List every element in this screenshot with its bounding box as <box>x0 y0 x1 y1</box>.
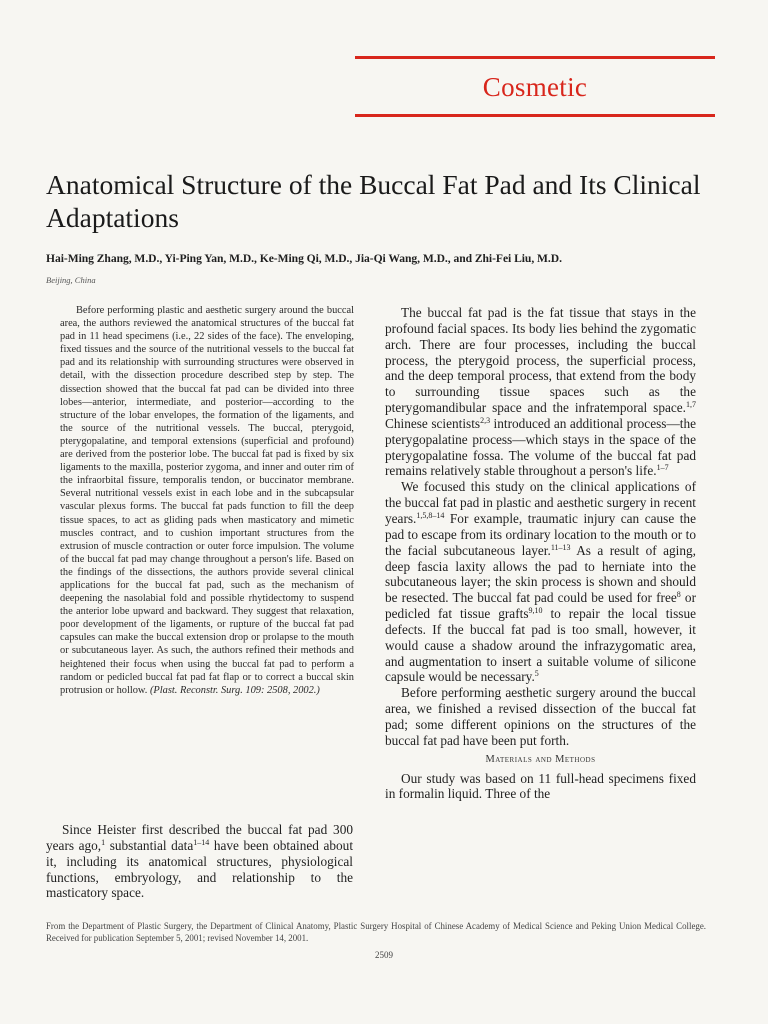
section-rule-bottom <box>355 114 715 117</box>
section-label: Cosmetic <box>482 72 588 102</box>
article-title: Anatomical Structure of the Buccal Fat Pad and Its Clinical Adaptations <box>46 169 701 233</box>
intro-paragraph-2: We focused this study on the clinical applications of the buccal fat pad in plastic and aesthetic surgery in recent years.$^{1,5,8-14}$ For example, traumatic injury can cause the pad to escape from its ordinary location to the mouth or to the facial subcutaneous layer.$^{11-13}$ As a result of aging, deep fascia laxity allows the pad to herniate into the subcutaneous layer; the skin process is shown and should be resected. The buccal fat pad could be used for free$^8$ or pedicled fat tissue grafts$^{9,10}$ to repair the local tissue defects. If the buccal fat pad is too small, however, it would cause a shadow around the infrazygomatic area, and augmentation to insert a suitable volume of silicone capsule would be necessary.$^5$ <box>385 479 696 685</box>
abstract <box>60 304 354 697</box>
author-location: Beijing, China <box>46 275 96 285</box>
section-rule-top <box>355 56 715 59</box>
abstract-text: Before performing plastic and aesthetic surgery around the buccal area, the authors reviewed the anatomical structures of the buccal fat pad in 11 head specimens (i.e., 22 sides of the face). The enveloping, fixed tissues and the source of the nutritional vessels to the buccal fat pad and its relationship with surrounding structures were observed in detail, with the dissection procedure described step by step. The dissection showed that the buccal fat pad can be divided into three lobes—anterior, intermediate, and posterior—according to the structure of the lobar envelopes, the formation of the ligaments, and the source of the nutritional vessels. The buccal, pterygoid, pterygopalatine, and temporal extensions (superficial and profound) are derived from the posterior lobe. The buccal fat pad is fixed by six ligaments to the maxilla, posterior zygoma, and inner and outer rim of the infraorbital fissure, temporalis tendon, or buccinator membrane. Several nutritional vessels exist in each lobe and in the subcapsular vascular plexus forms. The buccal fat pads function to fill the deep tissue spaces, to act as gliding pads when masticatory and mimetic muscles contract, and to cushion important structures from the extrusion of muscle contraction or outer force impulsion. The volume of the buccal fat pad may change throughout a person's life. Based on the findings of the dissections, the authors provide several clinical applications for the buccal fat pad, such as the mechanism of deepening the nasolabial fold and possible rhytidectomy to suspend the anterior lobe upward and backward. They suggest that relaxation, poor development of the ligaments, or rupture of the buccal fat pad capsules can make the buccal extension drop or prolapse to the mouth or subcutaneous layer. As such, the authors refined their methods and heightened their focus when using the buccal fat pad to perform a random or pedicled buccal fat pad fat flap or to correct a buccal skin protrusion or hollow. <box>60 305 354 696</box>
right-column <box>385 305 696 802</box>
intro-paragraph-left: Since Heister first described the buccal fat pad 300 years ago,$^1$ substantial data$^{1-14}$ have been obtained about it, including its anatomical structures, physiological functions, embryology, and relationship to the masticatory space. <box>46 822 354 901</box>
affiliation-footnote: From the Department of Plastic Surgery, the Department of Clinical Anatomy, Plastic Surgery Hospital of Chinese Academy of Medical Science and Peking Union Medical College. Received for publication September 5, 2001; revised November 14, 2001. <box>46 921 706 943</box>
methods-paragraph-1: Our study was based on 11 full-head specimens fixed in formalin liquid. Three of the <box>385 770 696 802</box>
abstract-citation: (Plast. Reconstr. Surg. 109: 2508, 2002.) <box>149 684 320 696</box>
author-list: Hai-Ming Zhang, M.D., Yi-Ping Yan, M.D., Ke-Ming Qi, M.D., Jia-Qi Wang, M.D., and Zhi-Fei Liu, M.D. <box>46 252 562 265</box>
page-number: 2509 <box>375 950 393 960</box>
intro-paragraph-1: The buccal fat pad is the fat tissue that stays in the profound facial spaces. Its body lies behind the zygomatic arch. There are four processes, including the buccal process, the pterygoid process, the superficial process, and the deep temporal process, that extend from the body to surrounding tissue spaces such as the pterygomandibular space and the infratemporal space.$^{1,7}$ Chinese scientists$^{2,3}$ introduced an additional process—the pterygopalatine process—which stays in the space of the pterygopalatine fossa. The volume of the buccal fat pad remains relatively stable throughout a person's life.$^{1-7}$ <box>385 305 696 479</box>
intro-paragraph-3: Before performing aesthetic surgery around the buccal area, we finished a revised dissection of the buccal fat pad; some different opinions on the structures of the buccal fat pad have been put forth. <box>385 685 696 748</box>
section-heading-methods: Materials and Methods <box>485 753 596 765</box>
